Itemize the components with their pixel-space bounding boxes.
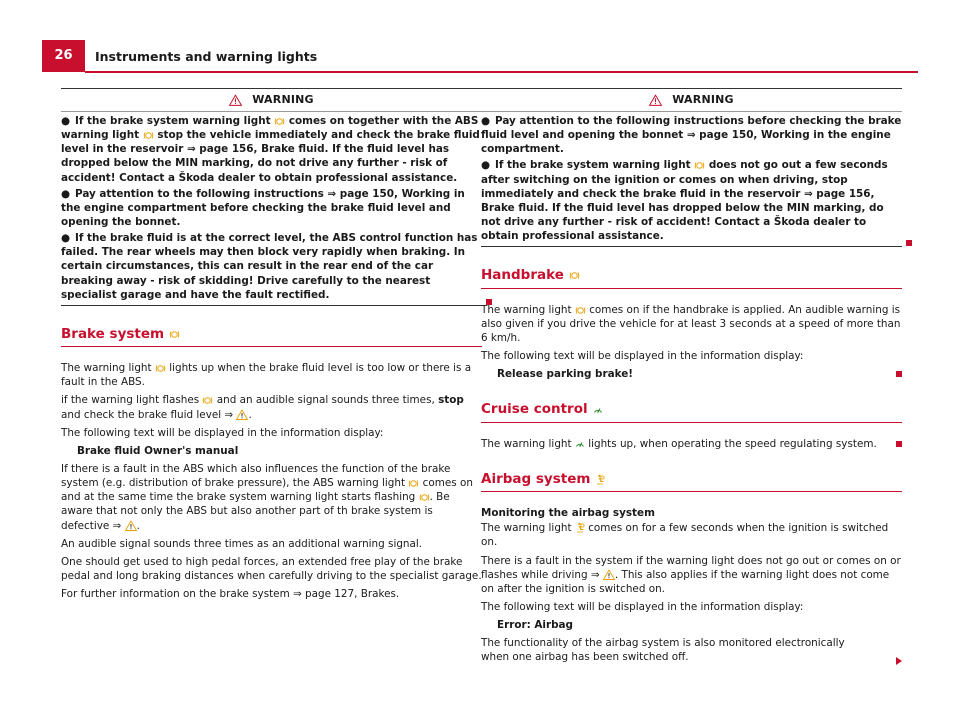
- airbag-icon: [575, 522, 585, 533]
- paragraph: The warning light comes on if the handbrake is applied. An audible warning is also given if you drive the vehicle for at least 3 seconds at a speed of more than 6 km/h.: [481, 303, 901, 344]
- paragraph: There is a fault in the system if the warning light does not go out or comes on or flashes while driving ⇒ . This also applies if the warning light does not come on after the ignition is switched on.: [481, 554, 901, 595]
- warning-triangle-icon: [649, 94, 662, 106]
- section-title-handbrake: Handbrake: [481, 266, 902, 288]
- brake-warning-icon: [419, 493, 430, 502]
- warning-header: [481, 89, 902, 112]
- paragraph: One should get used to high pedal forces, an extended free play of the brake pedal and long braking distances when carefully driving to the specialist garage.: [61, 555, 482, 583]
- warning-triangle-icon: [229, 94, 242, 106]
- warning-label: WARNING: [252, 92, 314, 106]
- warning-box: [61, 88, 482, 306]
- warning-bullet: ● If the brake fluid is at the correct level, the ABS control function has failed. The rear wheels may then block very rapidly when braking. In certain circumstances, this can result in the rear end of the car breaking away - risk of skidding! Drive carefully to the nearest specialist garage and have the fault rectified.: [61, 232, 478, 301]
- cruise-control-icon: [593, 405, 603, 415]
- paragraph: For further information on the brake system ⇒ page 127, Brakes.: [61, 588, 400, 601]
- warning-bullet: ● Pay attention to the following instructions ⇒ page 150, Working in the engine compartment before checking the brake fluid level and opening the bonnet.: [61, 187, 465, 228]
- warning-label: WARNING: [672, 92, 734, 106]
- paragraph: The following text will be displayed in the information display:: [61, 426, 384, 439]
- paragraph: The warning light comes on for a few seconds when the ignition is switched on.: [481, 522, 889, 549]
- paragraph: if the warning light flashes and an audible signal sounds three times, stop and check the brake fluid level ⇒ .: [61, 394, 464, 421]
- brake-warning-icon: [169, 330, 180, 339]
- section-end-marker: [896, 371, 902, 377]
- abs-warning-icon: [408, 479, 419, 488]
- abs-warning-icon: [143, 131, 154, 140]
- section-end-marker: [896, 441, 902, 447]
- warning-header: [61, 89, 482, 112]
- display-message: Brake fluid Owner's manual: [77, 444, 239, 457]
- paragraph: An audible signal sounds three times as an additional warning signal.: [61, 537, 423, 550]
- brake-warning-icon: [274, 117, 285, 126]
- airbag-section: [481, 470, 902, 665]
- display-message: Release parking brake!: [481, 367, 902, 381]
- brake-warning-icon: [202, 396, 213, 405]
- warning-triangle-icon: [125, 520, 137, 531]
- warning-bullet: ● If the brake system warning light does not go out a few seconds after switching on the ignition or comes on when driving, stop immediately and check the brake fluid in the reservoir ⇒ page 156, Brake fluid. If the fluid level has dropped below the MIN marking, do not drive any further - risk of accident! Contact a Škoda dealer to obtain professional assistance.: [481, 159, 888, 243]
- handbrake-warning-icon: [569, 271, 580, 280]
- section-title-airbag-system: Airbag system: [481, 470, 902, 492]
- header-divider: [85, 71, 918, 73]
- page-title: Instruments and warning lights: [95, 49, 318, 64]
- brake-warning-icon: [694, 161, 705, 170]
- paragraph: If there is a fault in the ABS which also influences the function of the brake system (e.g. distribution of brake pressure), the ABS warning light comes on and at the same time the brake system warning light starts flashing . Be aware that not only the ABS but also another part of th brake system is defective ⇒ .: [61, 463, 473, 532]
- section-title-cruise-control: Cruise control: [481, 400, 902, 422]
- cruise-control-icon: [575, 439, 585, 449]
- paragraph: The following text will be displayed in the information display:: [481, 350, 804, 363]
- warning-triangle-icon: [603, 569, 615, 580]
- section-end-marker: [906, 240, 912, 246]
- handbrake-section: [481, 266, 902, 381]
- brake-system-section: [61, 325, 482, 601]
- paragraph: The following text will be displayed in the information display:: [481, 601, 804, 614]
- brake-warning-icon: [155, 364, 166, 373]
- subheading: Monitoring the airbag system: [481, 507, 655, 520]
- airbag-icon: [595, 474, 605, 485]
- paragraph: The functionality of the airbag system is also monitored electronically when one airbag has been switched off.: [481, 636, 902, 664]
- paragraph: The warning light lights up, when operating the speed regulating system.: [481, 437, 902, 451]
- warning-triangle-icon: [236, 409, 248, 420]
- warning-box: [481, 88, 902, 247]
- page-number: 26: [42, 40, 85, 72]
- display-message: Error: Airbag: [497, 619, 573, 632]
- handbrake-warning-icon: [575, 306, 586, 315]
- section-title-brake-system: Brake system: [61, 325, 482, 347]
- cruise-control-section: [481, 400, 902, 451]
- warning-bullet: ● If the brake system warning light comes on together with the ABS warning light stop the vehicle immediately and check the brake fluid level in the reservoir ⇒ page 156, Brake fluid. If the fluid level has dropped below the MIN marking, do not drive any further - risk of accident! Contact a Škoda dealer to obtain professional assistance.: [61, 115, 480, 184]
- right-column: [481, 88, 902, 665]
- left-column: [61, 88, 482, 601]
- continue-arrow-icon: [896, 657, 902, 665]
- paragraph: The warning light lights up when the brake fluid level is too low or there is a fault in the ABS.: [61, 362, 472, 389]
- warning-bullet: ● Pay attention to the following instructions before checking the brake fluid level and opening the bonnet ⇒ page 150, Working in the engine compartment.: [481, 115, 902, 156]
